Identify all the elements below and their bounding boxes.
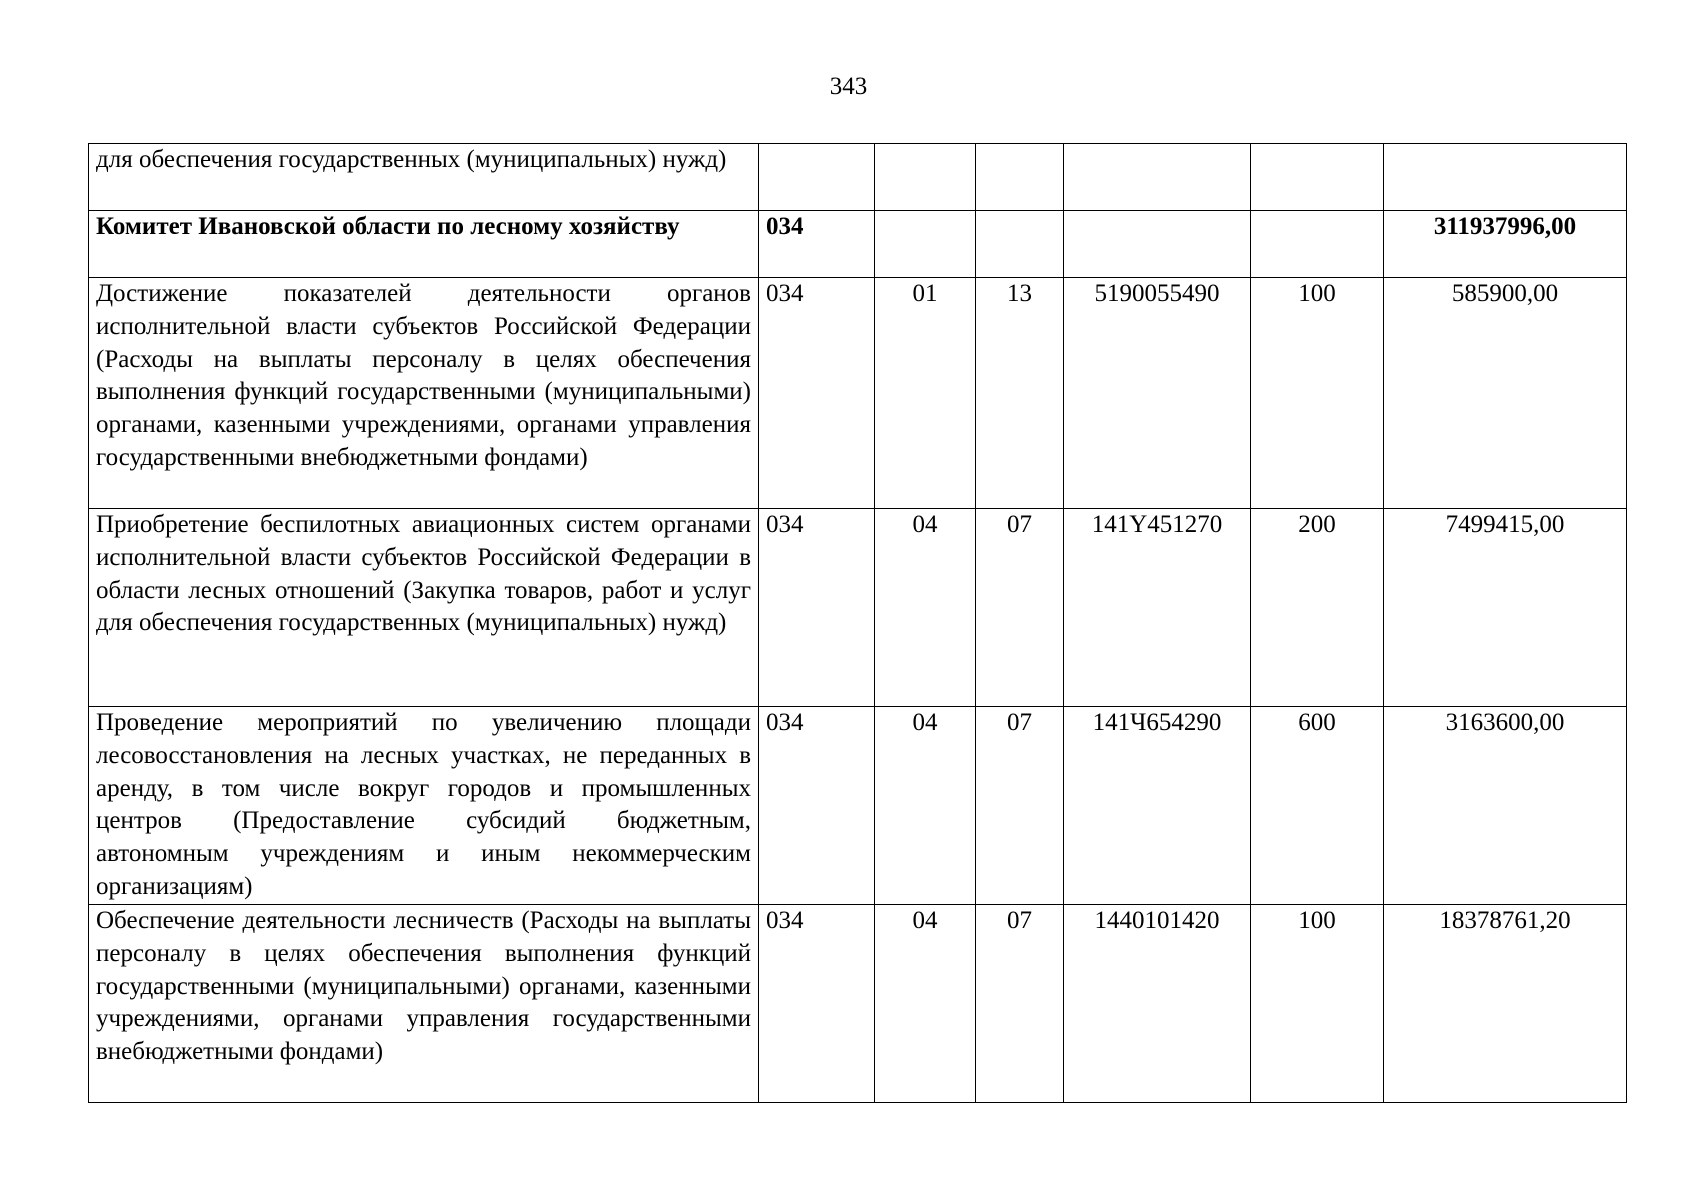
table-row	[89, 707, 1627, 905]
section-cell: 01	[875, 278, 976, 509]
expense-type-cell	[1251, 144, 1384, 211]
table-row	[89, 211, 1627, 278]
section-cell: 04	[875, 905, 976, 1103]
ministry-code-cell: 034	[759, 905, 875, 1103]
subsection-cell: 13	[976, 278, 1064, 509]
amount-cell	[1384, 144, 1627, 211]
table-row	[89, 905, 1627, 1103]
section-cell	[875, 144, 976, 211]
subsection-cell: 07	[976, 707, 1064, 905]
expense-type-cell: 600	[1251, 707, 1384, 905]
target-article-cell: 5190055490	[1064, 278, 1251, 509]
section-cell: 04	[875, 509, 976, 707]
target-article-cell	[1064, 211, 1251, 278]
amount-cell: 18378761,20	[1384, 905, 1627, 1103]
table-row	[89, 144, 1627, 211]
subsection-cell: 07	[976, 509, 1064, 707]
section-cell	[875, 211, 976, 278]
ministry-code-cell: 034	[759, 278, 875, 509]
ministry-code-cell: 034	[759, 707, 875, 905]
amount-cell: 7499415,00	[1384, 509, 1627, 707]
ministry-code-cell: 034	[759, 211, 875, 278]
item-name-cell: Достижение показателей деятельности органов исполнительной власти субъектов Российской Федерации (Расходы на выплаты персоналу в целях обеспечения выполнения функций государственными (муниципальными) органами, казенными учреждениями, органами управления государственными внебюджетными фондами)	[89, 278, 759, 509]
amount-cell: 3163600,00	[1384, 707, 1627, 905]
item-name-cell: Проведение мероприятий по увеличению площади лесовосстановления на лесных участках, не переданных в аренду, в том числе вокруг городов и промышленных центров (Предоставление субсидий бюджетным, автономным учреждениям и иным некоммерческим организациям)	[89, 707, 759, 905]
target-article-cell: 141Y451270	[1064, 509, 1251, 707]
amount-cell: 311937996,00	[1384, 211, 1627, 278]
target-article-cell	[1064, 144, 1251, 211]
amount-cell: 585900,00	[1384, 278, 1627, 509]
item-name-cell: для обеспечения государственных (муниципальных) нужд)	[89, 144, 759, 211]
item-name-cell: Приобретение беспилотных авиационных систем органами исполнительной власти субъектов Российской Федерации в области лесных отношений (Закупка товаров, работ и услуг для обеспечения государственных (муниципальных) нужд)	[89, 509, 759, 707]
section-cell: 04	[875, 707, 976, 905]
ministry-code-cell: 034	[759, 509, 875, 707]
subsection-cell	[976, 211, 1064, 278]
item-name-cell: Комитет Ивановской области по лесному хозяйству	[89, 211, 759, 278]
target-article-cell: 141Ч654290	[1064, 707, 1251, 905]
page-number: 343	[829, 73, 868, 100]
expense-type-cell: 200	[1251, 509, 1384, 707]
item-name-cell: Обеспечение деятельности лесничеств (Расходы на выплаты персоналу в целях обеспечения выполнения функций государственными (муниципальными) органами, казенными учреждениями, органами управления государственными внебюджетными фондами)	[89, 905, 759, 1103]
expense-type-cell: 100	[1251, 278, 1384, 509]
table-row	[89, 509, 1627, 707]
subsection-cell: 07	[976, 905, 1064, 1103]
subsection-cell	[976, 144, 1064, 211]
table-row	[89, 278, 1627, 509]
target-article-cell: 1440101420	[1064, 905, 1251, 1103]
expense-type-cell: 100	[1251, 905, 1384, 1103]
ministry-code-cell	[759, 144, 875, 211]
budget-table	[88, 143, 1627, 1103]
expense-type-cell	[1251, 211, 1384, 278]
